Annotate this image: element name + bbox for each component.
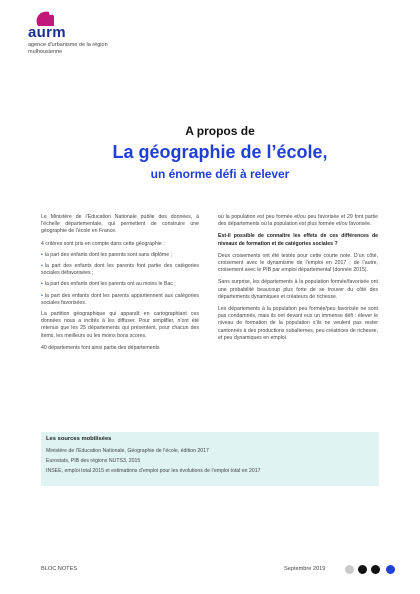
heading-line-2: La géographie de l’école, [112,142,328,162]
intro-paragraph: Le Ministère de l’Education Nationale publie des données, à l’échelle départementale, qui permettent de construire une géographie de l’école en France. [41,214,199,235]
criteria-item: • la part des enfants dont les parents ont au moins le Bac ; [41,281,199,288]
footer-dot [371,565,380,574]
criteria-item: • la part des enfants dont les parents sont sans diplôme ; [41,252,199,259]
crossings-paragraph: Deux croisements ont été testés pour cette courte note. D’un côté, croisement avec le dynamisme de l’emploi en 2017 ; de l’autre, croisement avec le PIB par emploi départemental (donnée 2015). [218,252,378,274]
surprise-paragraph: Sans surprise, les départements à la population formée/favorisée ont une probabilité beaucoup plus forte de se trouver du côté des départements dynamiques et créateurs de richesse. [218,279,378,300]
heading-line-1: A propos de [185,124,255,138]
departments-paragraph: 40 départements font ainsi partie des départements [41,344,160,351]
source-item: INSEE, emploi total 2015 et estimations d’emploi pour les évolutions de l’emploi total en 2017 [46,468,261,474]
brand-tagline: agence d'urbanisme de la région mulhousienne [28,42,108,55]
question-subheading: Est-il possible de connaître les effets de ces différences de niveaux de formation et de catégories sociales ? [218,233,378,247]
heading-line-3: un énorme défi à relever [150,167,290,181]
footer-dot [358,565,367,574]
partition-paragraph: La partition géographique qui apparaît en cartographiant ces données nous a incités à les diffuser. Pour simplifier, n’ont été retenus que les 25 départements qui présentent, pour chacun des items, les meilleurs ou les moins bons scores. [41,311,199,339]
footer-dot [386,565,395,574]
logo-mark-dot [49,11,53,15]
left-column [41,214,199,357]
challenge-paragraph: Les départements à la population peu formée/peu favorisée ne sont pas condamnés, mais ils ont devant eux un immense défi : élever le niveau de formation de la population s’ils ne veulent pas rester cantonnés à des productions subalternes, peu créatrices de richesse, et peu dynamiques en emploi. [218,306,378,341]
brand-name: aurm [28,24,66,41]
sources-box [41,432,379,486]
footer-series-label: BLOC NOTES [41,566,78,572]
footer-date: Septembre 2019 [284,566,326,572]
document-heading [0,124,420,181]
continuation-paragraph: où la population est peu formée et/ou peu favorisée et 29 font partie des départements où la population est plus formée et/ou favorisée. [218,214,378,228]
criteria-item: • la part des enfants dont les parents font partie des catégories sociales défavorisées ; [41,263,199,277]
criteria-intro: 4 critères sont pris en compte dans cette géographie : [41,240,165,247]
right-column [218,214,378,347]
source-item: Eurostats, PIB des régions NUTS3, 2015 [46,458,141,464]
footer-dot [345,565,354,574]
source-item: Ministère de l’Education Nationale, Géographie de l’école, édition 2017 [46,448,209,454]
sources-title: Les sources mobilisées [46,436,112,442]
criteria-item: • la part des enfants dont les parents appartiennent aux catégories sociales favorisées. [41,293,199,307]
